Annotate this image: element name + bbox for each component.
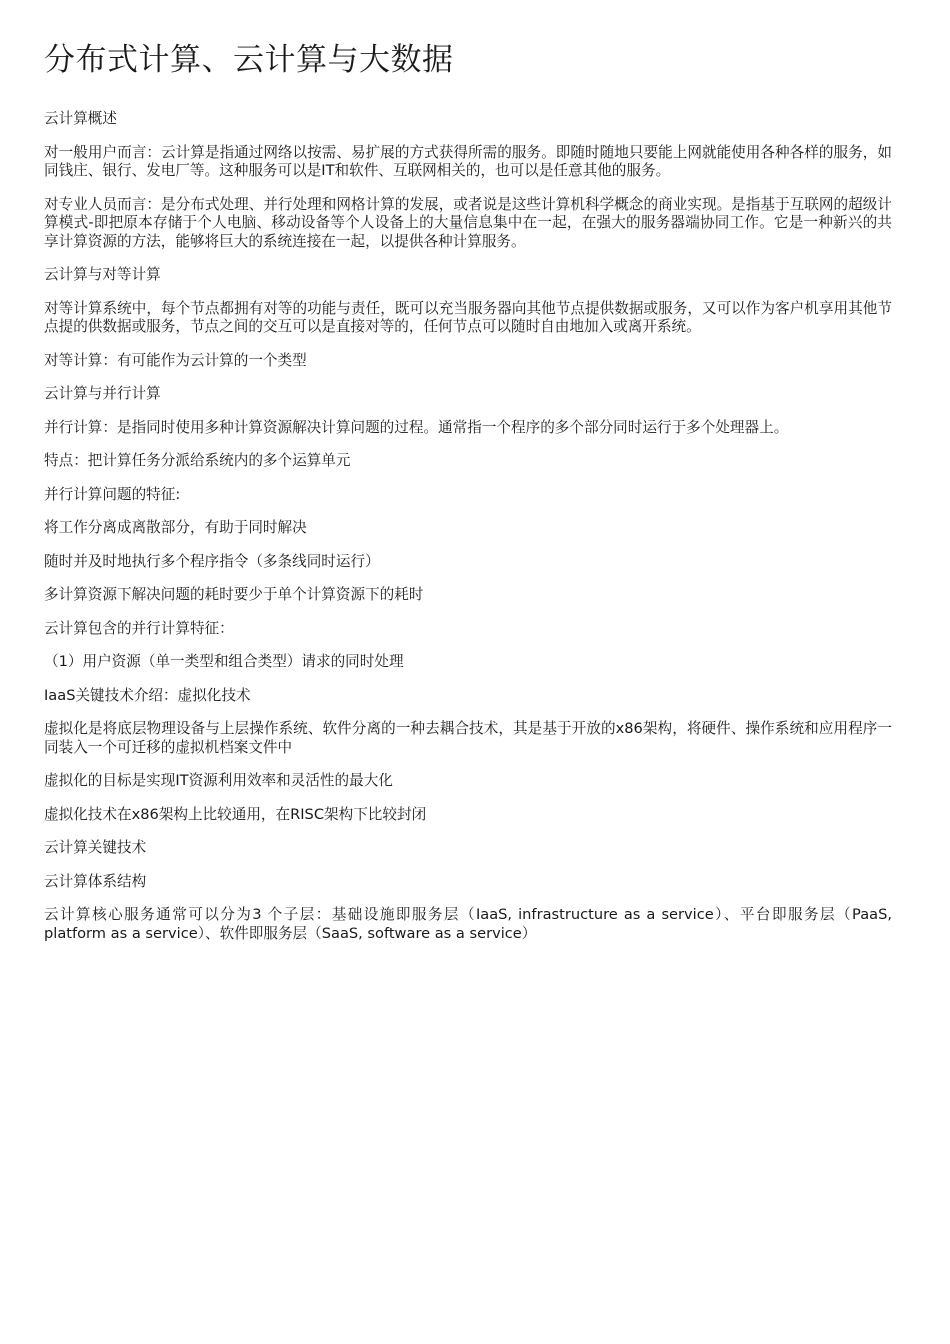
paragraph: 特点：把计算任务分派给系统内的多个运算单元 bbox=[44, 452, 351, 469]
list-item: （1）用户资源（单一类型和组合类型）请求的同时处理 bbox=[44, 653, 404, 670]
section-heading: 云计算体系结构 bbox=[44, 872, 147, 890]
document-page bbox=[44, 38, 892, 958]
paragraph: 云计算核心服务通常可以分为3 个子层：基础设施即服务层（IaaS, infrastructure as a service）、平台即服务层（PaaS, platform as a service）、软件即服务层（SaaS, software as a service） bbox=[44, 906, 892, 942]
section-heading: 云计算概述 bbox=[44, 110, 117, 127]
paragraph: 虚拟化是将底层物理设备与上层操作系统、软件分离的一种去耦合技术，其是基于开放的x86架构，将硬件、操作系统和应用程序一同装入一个可迁移的虚拟机档案文件中 bbox=[44, 720, 892, 756]
section-heading: 云计算与并行计算 bbox=[44, 385, 161, 402]
paragraph: 对一般用户而言：云计算是指通过网络以按需、易扩展的方式获得所需的服务。即随时随地只要能上网就能使用各种各样的服务，如同钱庄、银行、发电厂等。这种服务可以是IT和软件、互联网相关的，也可以是任意其他的服务。 bbox=[44, 143, 892, 179]
section-heading: IaaS关键技术介绍：虚拟化技术 bbox=[44, 686, 251, 704]
paragraph: 虚拟化的目标是实现IT资源利用效率和灵活性的最大化 bbox=[44, 772, 393, 789]
paragraph: 虚拟化技术在x86架构上比较通用，在RISC架构下比较封闭 bbox=[44, 805, 427, 823]
list-item: 多计算资源下解决问题的耗时要少于单个计算资源下的耗时 bbox=[44, 586, 424, 603]
paragraph: 对等计算系统中，每个节点都拥有对等的功能与责任，既可以充当服务器向其他节点提供数据或服务，又可以作为客户机享用其他节点提的供数据或服务，节点之间的交互可以是直接对等的，任何节点可以随时自由地加入或离开系统。 bbox=[44, 299, 892, 335]
paragraph: 并行计算问题的特征: bbox=[44, 485, 181, 503]
paragraph: 对等计算：有可能作为云计算的一个类型 bbox=[44, 351, 307, 369]
paragraph: 对专业人员而言：是分布式处理、并行处理和网格计算的发展，或者说是这些计算机科学概念的商业实现。是指基于互联网的超级计算模式-即把原本存储于个人电脑、移动设备等个人设备上的大量信息集中在一起，在强大的服务器端协同工作。它是一种新兴的共享计算资源的方法，能够将巨大的系统连接在一起，以提供各种计算服务。 bbox=[44, 195, 892, 250]
section-heading: 云计算与对等计算 bbox=[44, 266, 161, 283]
paragraph: 并行计算：是指同时使用多种计算资源解决计算问题的过程。通常指一个程序的多个部分同时运行于多个处理器上。 bbox=[44, 418, 789, 436]
list-item: 将工作分离成离散部分，有助于同时解决 bbox=[44, 519, 307, 536]
section-heading: 云计算关键技术 bbox=[44, 839, 147, 856]
paragraph: 云计算包含的并行计算特征： bbox=[44, 619, 234, 637]
page-title: 分布式计算、云计算与大数据 bbox=[44, 42, 454, 78]
list-item: 随时并及时地执行多个程序指令（多条线同时运行） bbox=[44, 552, 380, 570]
